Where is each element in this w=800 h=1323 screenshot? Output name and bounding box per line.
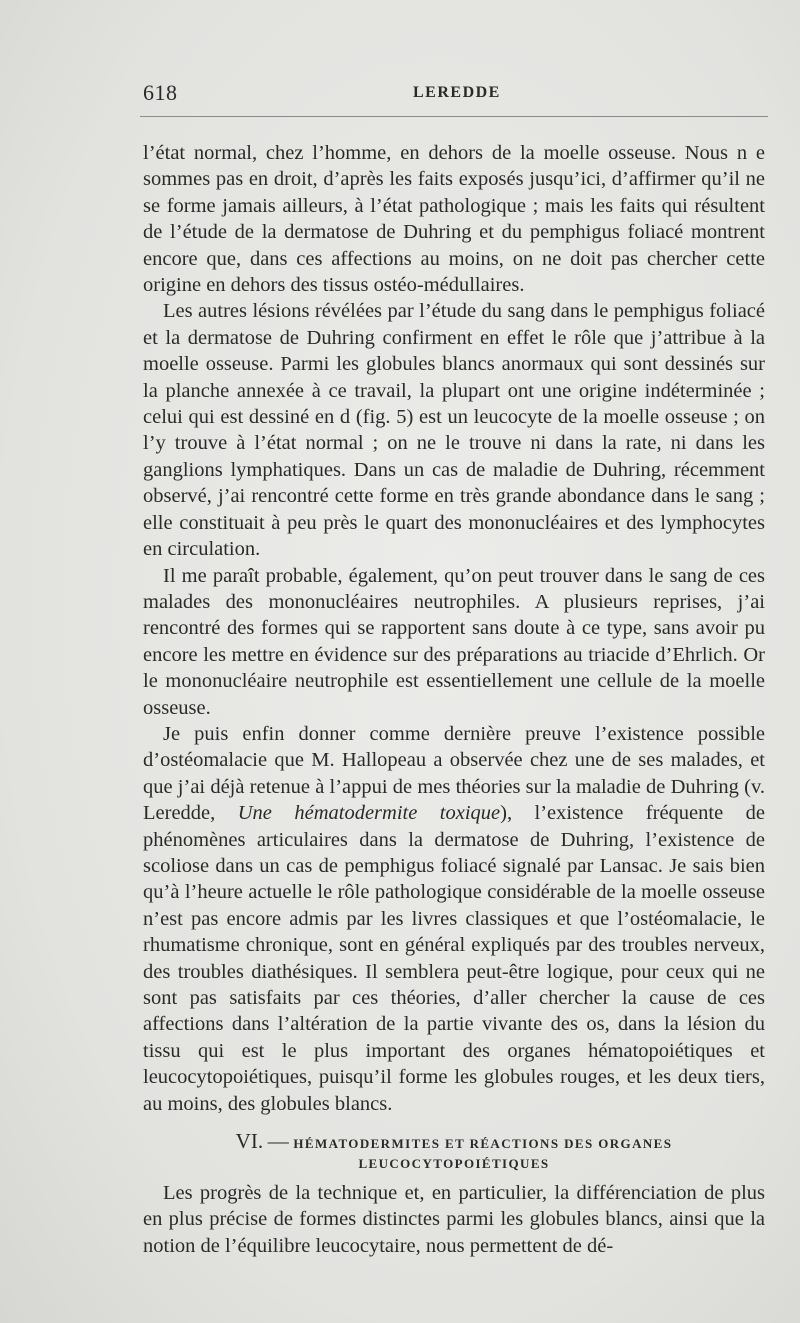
paragraph-3: Il me paraît probable, également, qu’on peut trouver dans le sang de ces malades des mononucléaires neutrophiles. A plusieurs reprises, j’ai rencontré des formes qui se rapportent sans doute à ce type, sans avoir pu encore les mettre en évidence sur des préparations au triacide d’Ehrlich. Or le mononucléaire neutrophile est essentiellement une cellule de la moelle osseuse.: [143, 564, 765, 719]
cited-title: Une hématodermite toxique: [237, 802, 501, 825]
section-dash: —: [267, 1129, 289, 1154]
paragraph-5: Les progrès de la technique et, en particulier, la différenciation de plus en plus précise de formes distinctes parmi les globules blancs, ainsi que la notion de l’équilibre leucocytaire, nous permettent de dé-: [143, 1182, 765, 1257]
paragraph-4-before: Je puis enfin donner comme dernière preuve l’existence possible d’ostéomalacie que M. Hallopeau a observée chez une de ses malades, et que j’ai déjà retenue à l’appui de mes théories sur la maladie de Duhring (v. Leredde,: [143, 722, 765, 825]
paragraph-4-after: ), l’existence fréquente de phénomènes articulaires dans la dermatose de Duhring, l’existence de scoliose dans un cas de pemphigus foliacé signalé par Lansac. Je sais bien qu’à l’heure actuelle le rôle pathologique considérable de la moelle osseuse n’est pas encore admis par les livres classiques et que l’ostéomalacie, le rhumatisme chronique, sont en général expliqués par des troubles nerveux, des troubles diathésiques. Il semblera peut-être logique, pour ceux qui ne sont pas satisfaits par ces théories, d’aller chercher la cause de ces affections dans l’altération de la partie vivante des os, dans la lésion du tissu qui est le plus important des organes hématopoiétiques et leucocytopoiétiques, puisqu’il forme les globules rouges, et les deux tiers, au moins, des globules blancs.: [143, 802, 765, 1115]
running-head: LEREDDE: [413, 84, 501, 101]
paragraph-2: Les autres lésions révélées par l’étude du sang dans le pemphigus foliacé et la dermatose de Duhring confirment en effet le rôle que j’attribue à la moelle osseuse. Parmi les globules blancs anormaux qui sont dessinés sur la planche annexée à ce travail, la plupart ont une origine indéterminée ; celui qui est dessiné en d (fig. 5) est un leucocyte de la moelle osseuse ; on l’y trouve à l’état normal ; on ne le trouve ni dans la rate, ni dans les ganglions lymphatiques. Dans un cas de maladie de Duhring, récemment observé, j’ai rencontré cette forme en très grande abondance dans le sang ; elle constituait à peu près le quart des mononucléaires et des lymphocytes en circulation.: [143, 300, 765, 561]
body-text: [143, 140, 765, 1259]
paragraph-1: l’état normal, chez l’homme, en dehors de la moelle osseuse. Nous n e sommes pas en droit, d’après les faits exposés jusqu’ici, d’affirmer qu’il ne se forme jamais ailleurs, à l’état pathologique ; mais les faits qui résultent de l’étude de la dermatose de Duhring et du pemphigus foliacé montrent encore que, dans ces affections au moins, on ne doit pas chercher cette origine en dehors des tissus ostéo-médullaires.: [143, 142, 765, 297]
section-title: HÉMATODERMITES ET RÉACTIONS DES ORGANES LEUCOCYTOPOIÉTIQUES: [293, 1136, 673, 1172]
page-header: [143, 80, 765, 110]
section-number: VI.: [235, 1129, 264, 1154]
section-heading: [143, 1131, 765, 1174]
paragraph-4: [143, 721, 765, 1117]
header-rule: [140, 116, 768, 117]
page-number: 618: [143, 80, 178, 105]
